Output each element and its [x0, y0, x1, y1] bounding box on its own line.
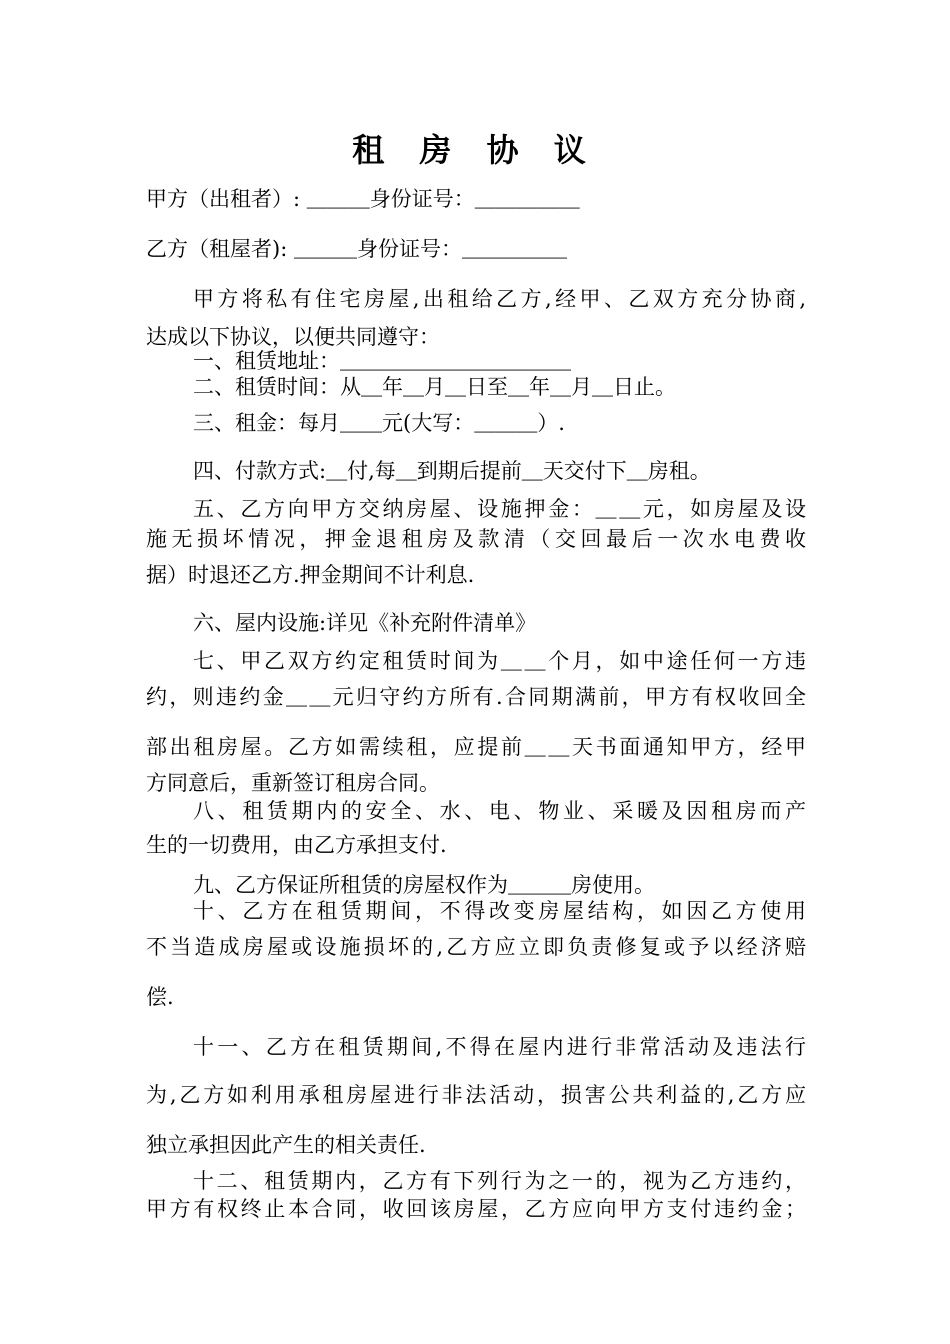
- clause-10-line-2: 不当造成房屋或设施损坏的,乙方应立即负责修复或予以经济赔: [146, 935, 806, 959]
- clause-9-usage: 九、乙方保证所租赁的房屋权作为＿＿＿房使用。: [193, 873, 655, 897]
- clause-11-line-1: 十一、乙方在租赁期间,不得在屋内进行非常活动及违法行: [193, 1035, 806, 1059]
- clause-2-term: 二、租赁时间：从＿年＿月＿日至＿年＿月＿日止。: [193, 375, 676, 399]
- clause-12-line-1: 十二、租赁期内，乙方有下列行为之一的，视为乙方违约，: [193, 1169, 806, 1193]
- party-b-line: 乙方（租屋者): ＿＿＿身份证号：＿＿＿＿＿: [146, 237, 567, 261]
- clause-8-line-1: 八、租赁期内的安全、水、电、物业、采暖及因租房而产: [193, 799, 806, 823]
- clause-6-suffix: 》: [515, 611, 537, 635]
- clause-7-line-3: 部出租房屋。乙方如需续租，应提前＿＿天书面通知甲方，经甲: [146, 735, 806, 759]
- clause-8-line-2: 生的一切费用，由乙方承担支付.: [146, 833, 447, 857]
- clause-5-line-1: 五、乙方向甲方交纳房屋、设施押金：＿＿元，如房屋及设: [193, 497, 806, 521]
- intro-line-1: 甲方将私有住宅房屋,出租给乙方,经甲、乙双方充分协商,: [193, 287, 806, 311]
- party-a-line: 甲方（出租者）: ＿＿＿身份证号：＿＿＿＿＿: [146, 187, 580, 211]
- clause-7-line-2: 约，则违约金＿＿元归守约方所有.合同期满前，甲方有权收回全: [146, 685, 806, 709]
- clause-10-line-3: 偿.: [146, 985, 174, 1009]
- clause-1-address: 一、租赁地址：＿＿＿＿＿＿＿＿＿＿＿: [193, 349, 571, 373]
- clause-11-line-2: 为,乙方如利用承租房屋进行非法活动，损害公共利益的,乙方应: [146, 1083, 806, 1107]
- clause-5-line-3: 据）时退还乙方.押金期间不计利息.: [146, 563, 475, 587]
- clause-4-payment: 四、付款方式:＿付,每＿到期后提前＿天交付下＿房租。: [193, 459, 711, 483]
- clause-12-line-2: 甲方有权终止本合同，收回该房屋，乙方应向甲方支付违约金；: [146, 1197, 806, 1221]
- clause-10-line-1: 十、乙方在租赁期间，不得改变房屋结构，如因乙方使用: [193, 899, 806, 923]
- clause-6-prefix: 六、屋内设施:详见《: [193, 611, 390, 635]
- clause-3-rent: 三、租金：每月＿＿元(大写：＿＿＿）.: [193, 411, 565, 435]
- clause-11-line-3: 独立承担因此产生的相关责任.: [146, 1133, 426, 1157]
- document-title: 租 房 协 议: [352, 131, 598, 169]
- appendix-list-title: 补充附件清单: [389, 611, 516, 635]
- clause-7-line-1: 七、甲乙双方约定租赁时间为＿＿个月，如中途任何一方违: [193, 649, 806, 673]
- clause-7-line-4: 方同意后，重新签订租房合同。: [146, 771, 440, 795]
- clause-5-line-2: 施无损坏情况，押金退租房及款清（交回最后一次水电费收: [146, 527, 806, 551]
- clause-6-facilities: [193, 608, 536, 638]
- intro-line-2: 达成以下协议，以便共同遵守：: [146, 325, 440, 349]
